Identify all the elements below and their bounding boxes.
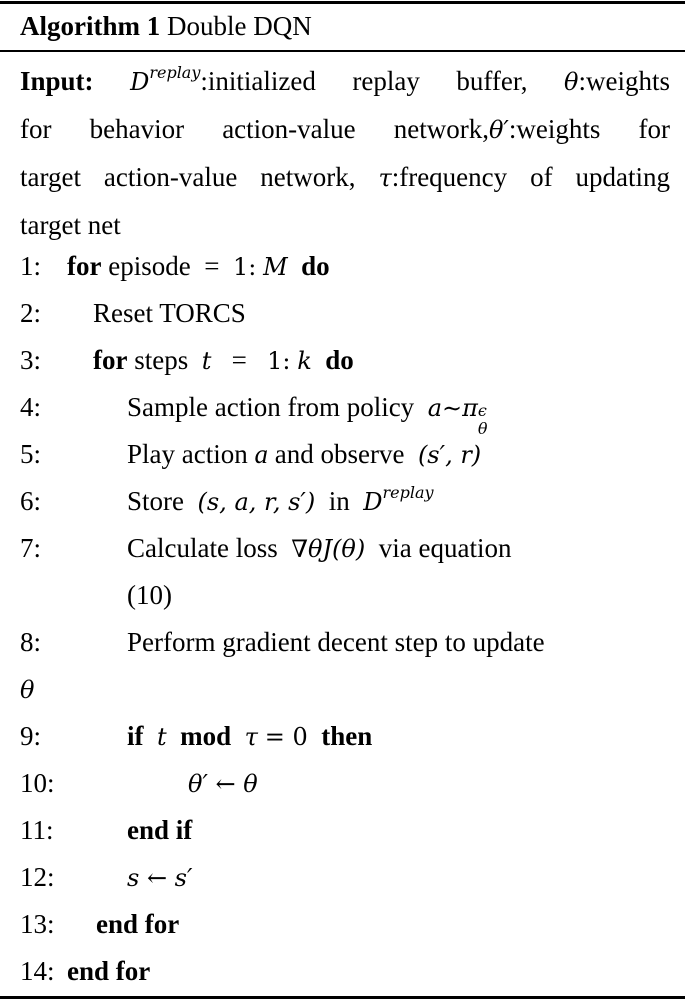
input-block <box>20 58 670 249</box>
line-number: 5: <box>20 439 42 469</box>
algo-line-5: 5: Play action a and observe (s′, r) <box>20 432 41 476</box>
line-number: 13: <box>20 909 55 939</box>
line-number: 8: <box>20 627 42 657</box>
algo-line-3: 3: for steps t = 1: k do <box>20 338 41 382</box>
algo-line-10: 10: θ′ ← θ <box>20 761 55 805</box>
top-rule <box>0 1 685 4</box>
input-text-1: :initialized replay buffer, <box>200 66 528 96</box>
algo-line-1: 1: for episode = 1: M do <box>20 244 41 288</box>
input-line-4: target net <box>20 210 121 240</box>
algorithm-caption <box>20 9 312 43</box>
algo-line-12: 12: s ← s′ <box>20 855 55 899</box>
line-number: 14: <box>20 956 55 986</box>
algo-line-11: 11: end if <box>20 808 54 852</box>
caption-label: Algorithm 1 <box>20 11 161 41</box>
algo-line-6: 6: Store (s, a, r, s′) in $D^{replay}$ <box>20 479 41 523</box>
input-line-3: target action-value network, τ:frequency of updating <box>20 162 670 192</box>
line-number: 6: <box>20 486 42 516</box>
algo-line-8: 8: Perform gradient decent step to update <box>20 620 41 664</box>
line-number: 3: <box>20 345 42 375</box>
caption-rule <box>0 50 685 52</box>
theta-symbol: θ <box>564 68 579 96</box>
input-text-2a: :weights <box>578 66 670 96</box>
line-number: 2: <box>20 298 42 328</box>
algo-line-14: 14: end for <box>20 949 55 993</box>
algo-line-8-cont: θ <box>20 676 35 704</box>
algo-line-13: 13: end for <box>20 902 55 946</box>
algorithm-box: Algorithm 1 Double DQN Input: $D^{replay}:initialized$ replay buffer, θ:weights for behavior action-value network,θ′:weights for target action-value network, τ:frequency of updating target net 1: for episode = 1: M do 2: Reset TORCS 3: for steps t = 1: k do 4: Sample action from policy a∼π ϵ θ 5: Play action a and observe (s′, r) 6: Store (s, a, r, s′) in $D^{replay}$ 7: Calculate loss ∇θJ(θ) via equation (10) 8: Perform gradient decent step to update θ 9: if t mod τ = 0 then 10: θ′ ← θ 11: end if 12: s ← s′ 13: end for 14: end for <box>0 0 685 999</box>
input-label: Input: <box>20 66 94 96</box>
algo-line-7: 7: Calculate loss ∇θJ(θ) via equation <box>20 526 41 570</box>
algo-line-2: 2: Reset TORCS <box>20 291 41 335</box>
line-number: 7: <box>20 533 42 563</box>
line-number: 1: <box>20 251 42 281</box>
theta-prime-symbol: θ′ <box>488 116 509 144</box>
line-number: 10: <box>20 768 55 798</box>
caption-title: Double DQN <box>166 11 312 41</box>
input-line-1 <box>20 58 670 106</box>
algo-line-4: 4: Sample action from policy a∼π ϵ θ <box>20 385 41 429</box>
input-line-2: for behavior action-value network,θ′:weights for <box>20 114 670 144</box>
replay-buffer-symbol: $D^{replay}$ <box>130 63 201 96</box>
line-number: 12: <box>20 862 55 892</box>
line-number: 4: <box>20 392 42 422</box>
line-number: 9: <box>20 721 42 751</box>
tau-symbol: τ <box>378 164 392 192</box>
algo-line-9: 9: if t mod τ = 0 then <box>20 714 41 758</box>
line-number: 11: <box>20 815 54 845</box>
